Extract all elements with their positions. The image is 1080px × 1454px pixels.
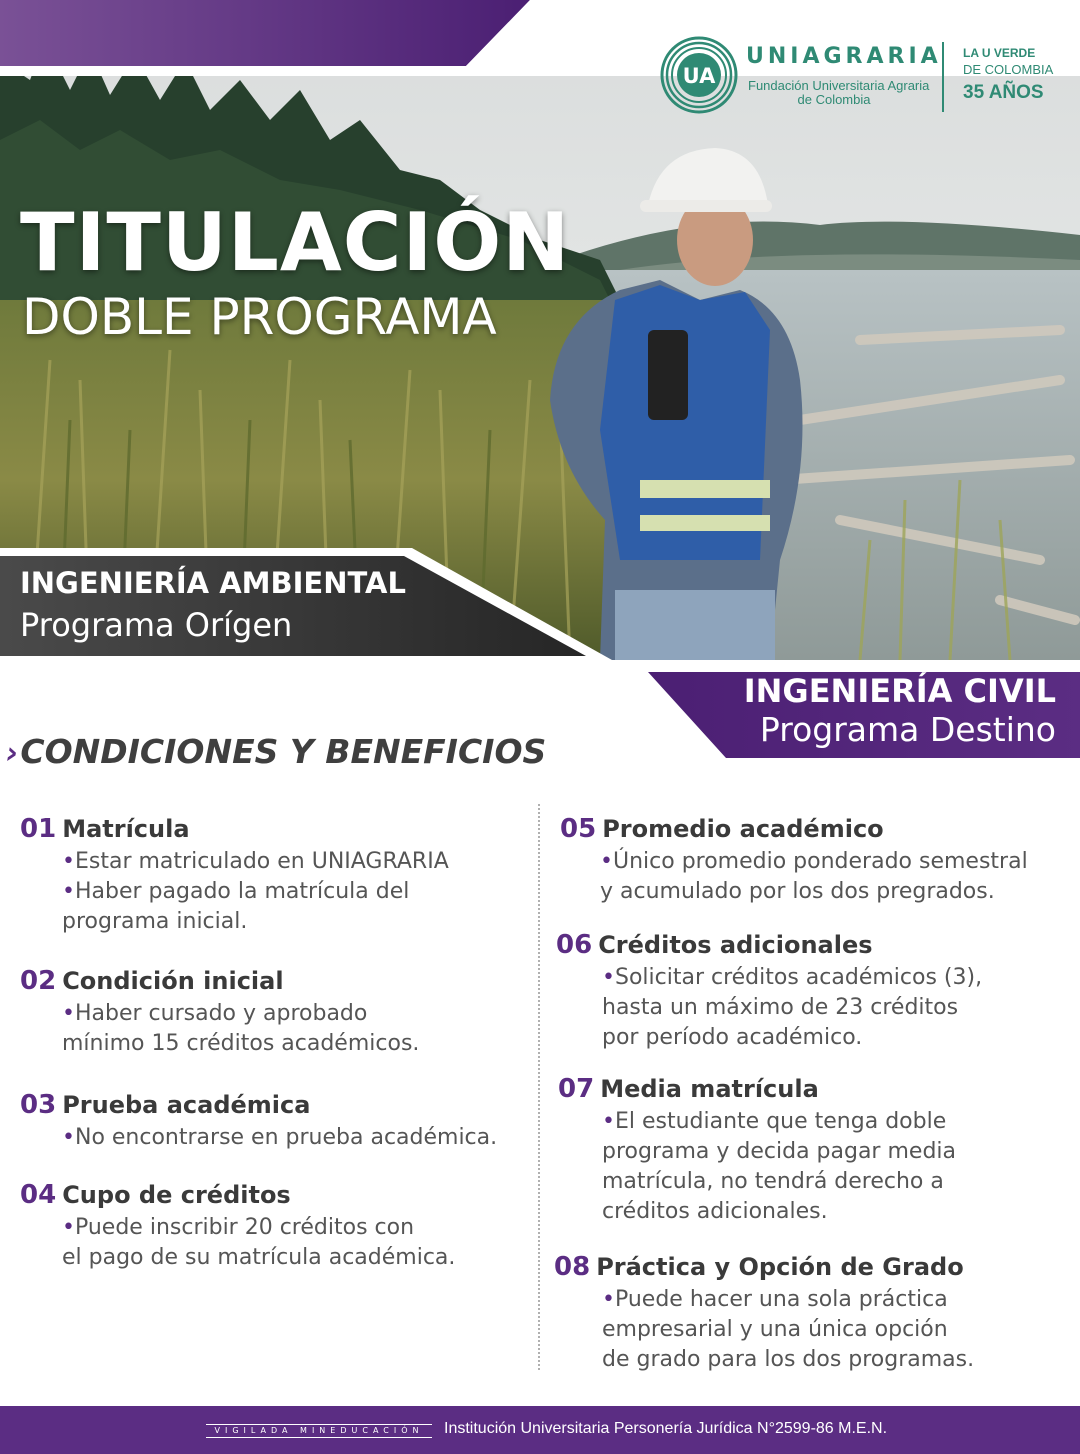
condition-item-01: [20, 814, 449, 937]
bullet-icon: •: [602, 1287, 615, 1312]
item-line: empresarial y una única opción: [602, 1317, 948, 1342]
condition-item-07: [558, 1074, 956, 1227]
item-title: Condición inicial: [62, 967, 284, 995]
footer-bar: [0, 1406, 1080, 1454]
item-line: el pago de su matrícula académica.: [62, 1245, 456, 1270]
item-title: Práctica y Opción de Grado: [596, 1253, 964, 1281]
destination-program: INGENIERÍA CIVIL: [743, 672, 1056, 710]
origin-program: INGENIERÍA AMBIENTAL: [20, 566, 406, 600]
top-purple-tab: [0, 0, 540, 80]
item-line: hasta un máximo de 23 créditos: [602, 995, 959, 1020]
item-line: créditos adicionales.: [602, 1199, 828, 1224]
item-number: 01: [20, 814, 57, 844]
item-number: 06: [556, 930, 593, 960]
condition-item-05: [560, 814, 1028, 907]
item-number: 03: [20, 1090, 57, 1120]
origin-label: Programa Orígen: [20, 606, 293, 644]
hero-banner: [0, 0, 1080, 660]
section-title-text: CONDICIONES Y BENEFICIOS: [20, 732, 547, 771]
section-title: [6, 732, 546, 771]
page-title: TITULACIÓN: [20, 196, 571, 289]
item-number: 08: [554, 1252, 591, 1282]
item-line: •Único promedio ponderado semestral: [600, 849, 1028, 874]
item-number: 04: [20, 1180, 57, 1210]
item-line: •Estar matriculado en UNIAGRARIA: [62, 849, 449, 874]
item-title: Cupo de créditos: [62, 1181, 291, 1209]
logo-tagline-2: DE COLOMBIA: [963, 62, 1054, 77]
bullet-icon: •: [602, 965, 615, 990]
logo-separator: [942, 42, 944, 112]
condition-item-08: [554, 1252, 974, 1375]
logo-subtitle-line1: Fundación Universitaria Agraria: [748, 78, 930, 93]
item-title: Promedio académico: [602, 815, 884, 843]
logo-tagline-1: LA U VERDE: [963, 46, 1036, 60]
item-line: •Haber pagado la matrícula del: [62, 879, 410, 904]
item-number: 02: [20, 966, 57, 996]
chevron-right-icon: ›: [6, 736, 19, 771]
uniagraria-logo-icon: [660, 36, 738, 114]
bullet-icon: •: [62, 849, 75, 874]
page-subtitle: DOBLE PROGRAMA: [22, 288, 497, 346]
bullet-icon: •: [62, 879, 75, 904]
item-line: programa inicial.: [62, 909, 248, 934]
item-line: matrícula, no tendrá derecho a: [602, 1169, 944, 1194]
item-line: •Haber cursado y aprobado: [62, 1001, 368, 1026]
item-line: •Solicitar créditos académicos (3),: [602, 965, 983, 990]
condition-item-02: [20, 966, 419, 1059]
item-line: y acumulado por los dos pregrados.: [600, 879, 995, 904]
condition-item-03: [20, 1090, 497, 1153]
bullet-icon: •: [62, 1125, 75, 1150]
logo-subtitle-line2: de Colombia: [797, 92, 871, 107]
item-line: programa y decida pagar media: [602, 1139, 956, 1164]
logo-name: UNIAGRARIA: [746, 44, 942, 69]
bullet-icon: •: [600, 849, 613, 874]
logo-mark-text: UA: [682, 64, 716, 88]
item-number: 05: [560, 814, 597, 844]
item-title: Créditos adicionales: [598, 931, 873, 959]
item-line: mínimo 15 créditos académicos.: [62, 1031, 420, 1056]
item-line: •Puede inscribir 20 créditos con: [62, 1215, 415, 1240]
item-line: •Puede hacer una sola práctica: [602, 1287, 948, 1312]
footer-vigilada-badge: VIGILADA MINEDUCACIÓN: [206, 1424, 432, 1438]
item-title: Matrícula: [62, 815, 190, 843]
condition-item-06: [556, 930, 982, 1053]
item-title: Prueba académica: [62, 1091, 311, 1119]
logo-tagline-3: 35 AÑOS: [963, 82, 1044, 103]
item-line: de grado para los dos programas.: [602, 1347, 975, 1372]
item-line: •El estudiante que tenga doble: [602, 1109, 947, 1134]
bullet-icon: •: [62, 1001, 75, 1026]
item-line: por período académico.: [602, 1025, 863, 1050]
condition-item-04: [20, 1180, 455, 1273]
item-title: Media matrícula: [600, 1075, 819, 1103]
destination-label: Programa Destino: [759, 710, 1056, 749]
uniagraria-logo[interactable]: [660, 36, 1060, 116]
footer-legal-text: Institución Universitaria Personería Jurídica N°2599-86 M.E.N.: [444, 1420, 888, 1437]
bullet-icon: •: [602, 1109, 615, 1134]
bullet-icon: •: [62, 1215, 75, 1240]
column-divider: [538, 804, 540, 1370]
item-number: 07: [558, 1074, 595, 1104]
item-line: •No encontrarse en prueba académica.: [62, 1125, 498, 1150]
